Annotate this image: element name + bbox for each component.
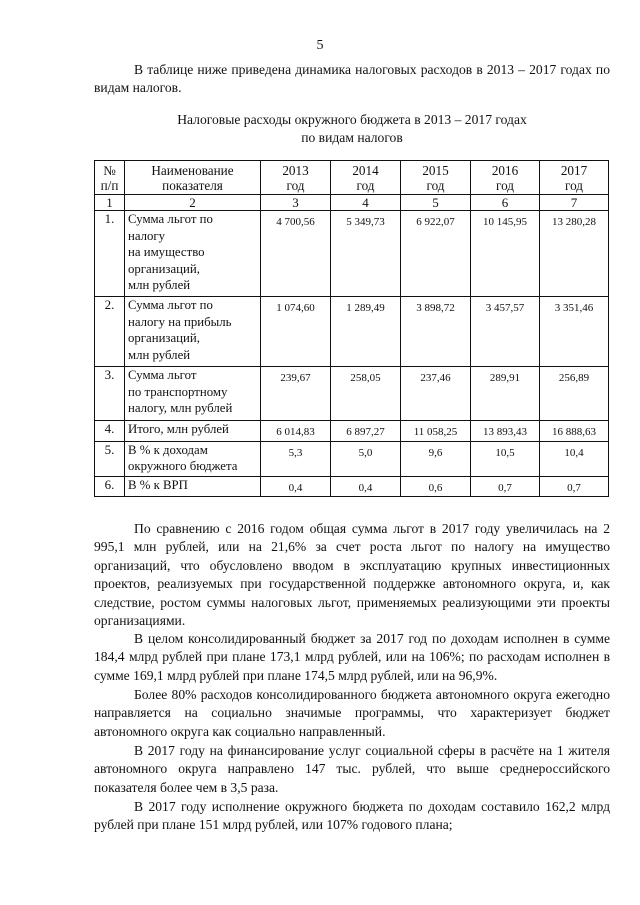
table-header-row (95, 161, 609, 195)
value-cell: 6 897,27 (331, 421, 401, 442)
column-number: 7 (540, 195, 609, 211)
table-row-total (95, 421, 609, 442)
header-year-2017 (540, 161, 609, 195)
table-caption-line1: Налоговые расходы окружного бюджета в 2013 – 2017 годах (177, 112, 527, 127)
row-number: 5. (95, 441, 125, 476)
row-label-line: налогу, млн рублей (128, 401, 233, 415)
table-row (95, 367, 609, 421)
value-cell: 5 349,73 (331, 211, 401, 297)
row-label-line: по транспортному (128, 384, 228, 399)
row-label (125, 211, 261, 297)
row-label-line: млн рублей (128, 347, 191, 362)
row-label-line: Итого, млн рублей (128, 422, 229, 436)
value-cell: 239,67 (261, 367, 331, 421)
value-cell: 13 280,28 (540, 211, 609, 297)
header-year-label: 2017 (560, 163, 588, 178)
value-cell: 3 898,72 (401, 297, 471, 367)
header-year-2016 (471, 161, 540, 195)
value-cell: 0,4 (331, 476, 401, 497)
body-paragraph: Более 80% расходов консолидированного бюджета автономного округа ежегодно направляется на социально значимые программы, что характеризует бюджет автономного округа как социально направленный. (94, 687, 610, 739)
header-no-line1: № (103, 163, 116, 178)
row-number: 3. (95, 367, 125, 421)
column-number: 4 (331, 195, 401, 211)
row-label (125, 421, 261, 442)
table-row (95, 297, 609, 367)
header-year-label: 2014 (352, 163, 379, 178)
body-paragraph: В 2017 году на финансирование услуг социальной сферы в расчёте на 1 жителя автономного округа направлено 147 тыс. рублей, что выше среднероссийского показателя более чем в 3,5 раза. (94, 743, 610, 795)
row-label-line: Сумма льгот по (128, 212, 213, 226)
table-caption-line2: по видам налогов (301, 130, 403, 146)
header-name (125, 161, 261, 195)
row-label (125, 476, 261, 497)
row-number: 1. (95, 211, 125, 297)
value-cell: 5,3 (261, 441, 331, 476)
value-cell: 13 893,43 (471, 421, 540, 442)
value-cell: 3 351,46 (540, 297, 609, 367)
value-cell: 237,46 (401, 367, 471, 421)
row-label-line: налогу на прибыль (128, 314, 232, 329)
header-year-2015 (401, 161, 471, 195)
header-year-label: 2015 (422, 163, 449, 178)
header-year-unit: год (286, 178, 305, 193)
value-cell: 5,0 (331, 441, 401, 476)
body-paragraph: В 2017 году исполнение окружного бюджета по доходам составило 162,2 млрд рублей при плане 151 млрд рублей, или 107% годового плана; (94, 799, 610, 833)
row-label-line: организаций, (128, 261, 200, 276)
column-number: 1 (95, 195, 125, 211)
value-cell: 10,4 (540, 441, 609, 476)
table-row (95, 441, 609, 476)
header-name-line2: показателя (162, 178, 223, 193)
value-cell: 6 014,83 (261, 421, 331, 442)
row-label (125, 367, 261, 421)
header-year-2014 (331, 161, 401, 195)
value-cell: 11 058,25 (401, 421, 471, 442)
value-cell: 3 457,57 (471, 297, 540, 367)
page-number: 5 (316, 38, 324, 53)
header-year-unit: год (426, 178, 445, 193)
header-year-2013 (261, 161, 331, 195)
value-cell: 16 888,63 (540, 421, 609, 442)
value-cell: 258,05 (331, 367, 401, 421)
row-label-line: налогу (128, 228, 166, 243)
row-label-line: организаций, (128, 331, 200, 345)
column-number: 3 (261, 195, 331, 211)
row-label-line: на имущество (128, 245, 205, 259)
value-cell: 1 289,49 (331, 297, 401, 367)
value-cell: 10 145,95 (471, 211, 540, 297)
header-year-unit: год (495, 178, 514, 193)
header-year-label: 2016 (491, 163, 519, 178)
body-paragraph: В целом консолидированный бюджет за 2017 год по доходам исполнен в сумме 184,4 млрд рублей при плане 173,1 млрд рублей, или на 106%; по расходам исполнен в сумме 169,1 млрд рублей при плане 174,5 млрд рублей, или на 96,9%. (94, 631, 610, 683)
table-caption (94, 111, 610, 148)
row-label-line: В % к доходам (128, 442, 208, 457)
intro-paragraph: В таблице ниже приведена динамика налоговых расходов в 2013 – 2017 годах по видам налогов. (94, 62, 610, 96)
header-year-unit: год (564, 178, 583, 193)
value-cell: 0,7 (540, 476, 609, 497)
value-cell: 10,5 (471, 441, 540, 476)
row-label-line: млн рублей (128, 278, 191, 292)
value-cell: 4 700,56 (261, 211, 331, 297)
column-number: 2 (125, 195, 261, 211)
value-cell: 6 922,07 (401, 211, 471, 297)
row-label-line: окружного бюджета (128, 459, 238, 473)
row-label (125, 297, 261, 367)
value-cell: 256,89 (540, 367, 609, 421)
tax-expenditures-table (94, 160, 609, 497)
value-cell: 0,4 (261, 476, 331, 497)
row-label (125, 441, 261, 476)
row-number: 2. (95, 297, 125, 367)
row-label-line: Сумма льгот по (128, 298, 213, 312)
header-no (95, 161, 125, 195)
value-cell: 1 074,60 (261, 297, 331, 367)
row-label-line: В % к ВРП (128, 477, 188, 492)
header-year-label: 2013 (282, 163, 309, 178)
row-number: 6. (95, 476, 125, 497)
body-paragraph: По сравнению с 2016 годом общая сумма льгот в 2017 году увеличилась на 2 995,1 млн рублей, или на 21,6% за счет роста льгот по налогу на имущество организаций, что обусловлено вводом в эксплуатацию крупных инвестиционных проектов, реализуемых при государственной поддержке автономного округа, и, как следствие, ростом суммы налоговых льгот, применяемых реализующими эти проекты организациями. (94, 521, 610, 629)
column-number: 6 (471, 195, 540, 211)
header-year-unit: год (356, 178, 375, 193)
row-label-line: Сумма льгот (128, 368, 197, 382)
table-row (95, 211, 609, 297)
value-cell: 289,91 (471, 367, 540, 421)
row-number: 4. (95, 421, 125, 442)
column-number: 5 (401, 195, 471, 211)
value-cell: 0,6 (401, 476, 471, 497)
header-name-line1: Наименование (151, 163, 234, 178)
column-numbers-row (95, 195, 609, 211)
value-cell: 0,7 (471, 476, 540, 497)
header-no-line2: п/п (100, 178, 119, 193)
value-cell: 9,6 (401, 441, 471, 476)
table-row (95, 476, 609, 497)
